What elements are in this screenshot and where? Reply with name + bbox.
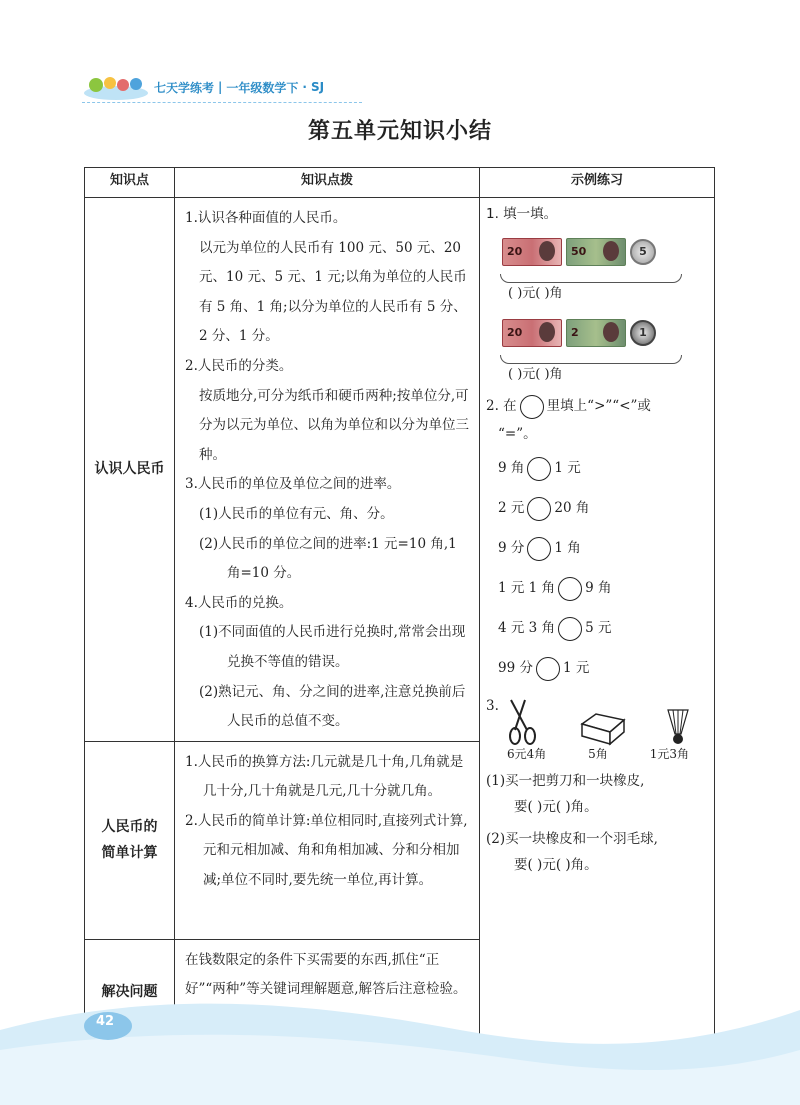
- series-logo-icon: [82, 73, 150, 101]
- tip-line: 2.人民币的简单计算:单位相同时,直接列式计算,元和元相加减、角和角相加减、分和分相加减;单位不同时,要先统一单位,再计算。: [185, 812, 468, 889]
- page-number: 42: [96, 1014, 115, 1029]
- page-title: 第五单元知识小结: [307, 119, 492, 144]
- price-shuttlecock: 1元3角: [649, 747, 689, 761]
- tip-line: 3.人民币的单位及单位之间的进率。: [185, 476, 401, 493]
- topic-cell: [85, 741, 175, 939]
- answer-circle[interactable]: [558, 617, 582, 641]
- comparison-item: 9 角 1 元: [486, 448, 710, 488]
- tip-line: 2.人民币的分类。: [185, 357, 293, 374]
- tip-line: 1.人民币的换算方法:几元就是几十角,几角就是几十分,几十角就是几元,几十分就几角。: [185, 753, 464, 800]
- comparison-item: 2 元 20 角: [486, 488, 710, 528]
- tips-cell: [175, 741, 480, 939]
- exercise-cell: [480, 198, 715, 1046]
- coin-icon: 5: [630, 239, 656, 265]
- price-eraser: 5角: [588, 747, 608, 761]
- comparison-item: 4 元 3 角 5 元: [486, 608, 710, 648]
- header-dot-icon: ·: [302, 80, 307, 94]
- circle-icon: [520, 395, 544, 419]
- table-header-row: [85, 168, 715, 198]
- header-exercises: 示例练习: [480, 168, 715, 198]
- brace-icon: [500, 274, 682, 283]
- coin-icon: 1: [630, 320, 656, 346]
- table-row: [85, 198, 715, 742]
- tip-line: (1)人民币的单位有元、角、分。: [199, 505, 394, 522]
- header-separator-icon: |: [218, 80, 223, 94]
- banknote-icon: 50: [566, 238, 626, 266]
- banknote-icon: 20: [502, 238, 562, 266]
- grade-name: 一年级数学下: [226, 80, 299, 95]
- tip-line: (1)不同面值的人民币进行兑换时,常常会出现兑换不等值的错误。: [199, 624, 466, 670]
- q3-prices: [486, 746, 710, 762]
- answer-blank[interactable]: ( )元( )角: [508, 286, 563, 301]
- tip-line: 以元为单位的人民币有 100 元、50 元、20 元、10 元、5 元、1 元;以角为单位的人民币有 5 角、1 角;以分为单位的人民币有 5 分、2 分、1 分。: [199, 239, 467, 345]
- answer-circle[interactable]: [536, 657, 560, 681]
- comparison-item: 99 分 1 元: [486, 648, 710, 688]
- edition-name: SJ: [310, 80, 325, 94]
- money-row-1: [486, 230, 710, 274]
- footer-wave: [0, 990, 800, 1105]
- q3-sub1: (1)买一把剪刀和一块橡皮, 要( )元( )角。: [486, 768, 710, 820]
- topic-label: 人民币的: [101, 819, 158, 836]
- scissors-icon: [505, 698, 541, 746]
- answer-circle[interactable]: [527, 537, 551, 561]
- answer-circle[interactable]: [527, 497, 551, 521]
- header-divider: [82, 102, 362, 104]
- answer-circle[interactable]: [558, 577, 582, 601]
- brace-icon: [500, 355, 682, 364]
- tips-cell: [175, 198, 480, 742]
- topic-label: 简单计算: [101, 845, 158, 862]
- money-row-2: [486, 311, 710, 355]
- series-name: 七天学练考: [154, 80, 215, 95]
- q3-items: [486, 696, 710, 746]
- answer-blank[interactable]: 要( )元( )角。: [514, 857, 598, 873]
- comparison-item: 1 元 1 角 9 角: [486, 568, 710, 608]
- comparison-item: 9 分 1 角: [486, 528, 710, 568]
- tip-line: 4.人民币的兑换。: [185, 594, 293, 611]
- book-header: [82, 72, 324, 102]
- tip-line: (2)人民币的单位之间的进率:1 元=10 角,1 角=10 分。: [199, 535, 457, 582]
- answer-blank[interactable]: 要( )元( )角。: [514, 799, 598, 815]
- topic-label: 解决问题: [101, 984, 158, 1001]
- header-topic: 知识点: [85, 168, 175, 198]
- answer-circle[interactable]: [527, 457, 551, 481]
- banknote-icon: 2: [566, 319, 626, 347]
- answer-blank[interactable]: ( )元( )角: [508, 367, 563, 382]
- tip-line: 1.认识各种面值的人民币。: [185, 210, 347, 226]
- tip-line: 按质地分,可分为纸币和硬币两种;按单位分,可分为以元为单位、以角为单位和以分为单位三种。: [199, 387, 469, 463]
- price-scissors: 6元4角: [506, 747, 547, 761]
- topic-cell: [85, 198, 175, 742]
- header-tips: 知识点拨: [175, 168, 480, 198]
- q3-number: 3.: [486, 698, 499, 714]
- q2-instruction: 2. 在 里填上“>”“<”或 “=”。: [486, 392, 710, 448]
- tip-line: 在钱数限定的条件下买需要的东西,抓住“正好”“两种”等关键词理解题意,解答后注意检验。: [185, 951, 467, 998]
- topic-label: 认识人民币: [94, 461, 165, 478]
- summary-table: [84, 167, 715, 1046]
- eraser-icon: [578, 710, 628, 746]
- q3-block: [486, 696, 710, 878]
- q1-title: 1. 填一填。: [486, 206, 558, 222]
- q3-sub2: (2)买一块橡皮和一个羽毛球, 要( )元( )角。: [486, 826, 710, 878]
- banknote-icon: 20: [502, 319, 562, 347]
- shuttlecock-icon: [665, 706, 691, 746]
- tip-line: (2)熟记元、角、分之间的进率,注意兑换前后人民币的总值不变。: [199, 683, 466, 730]
